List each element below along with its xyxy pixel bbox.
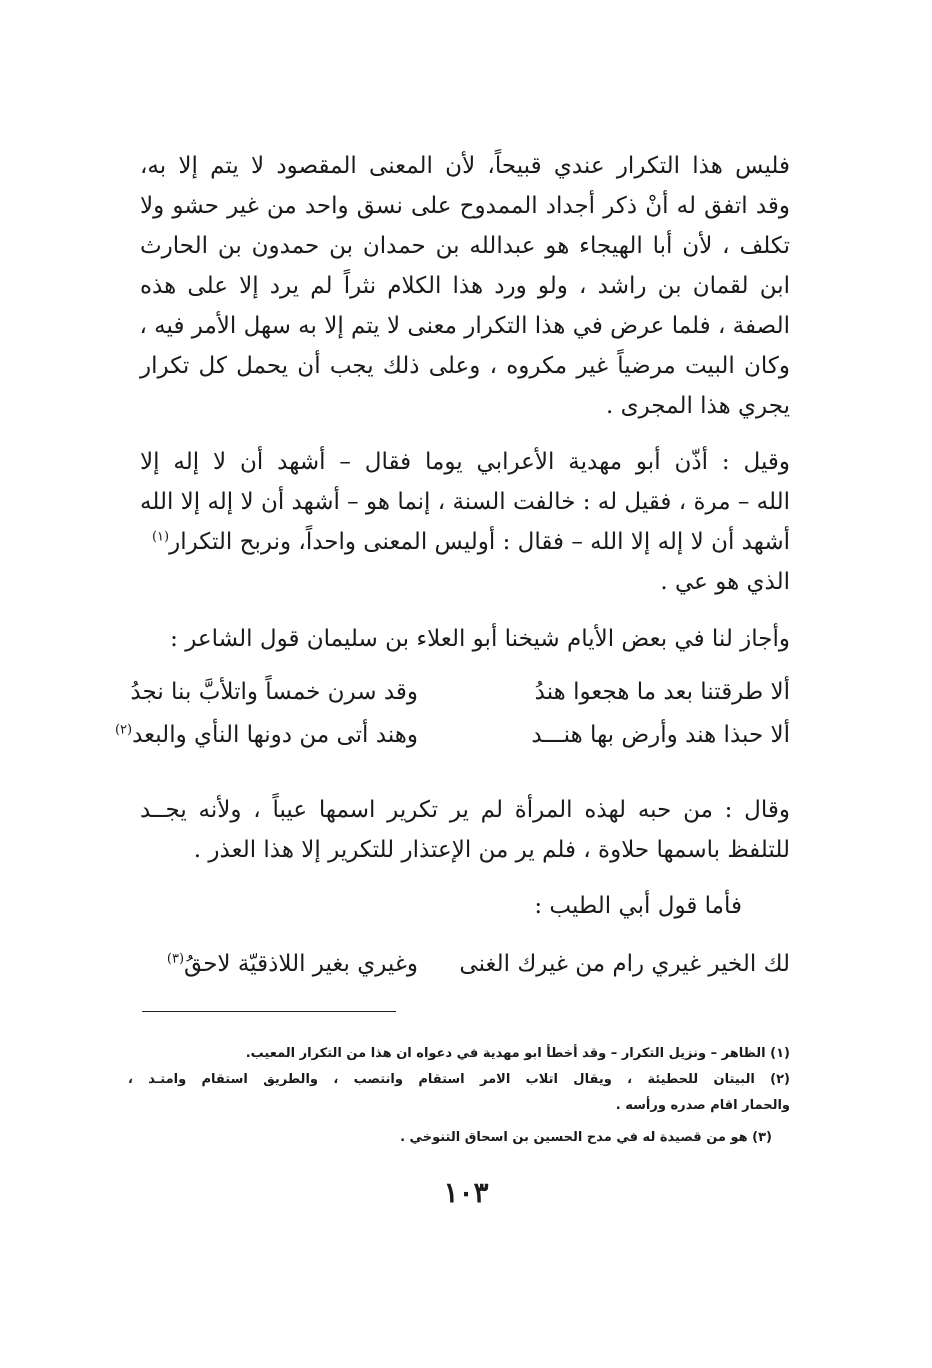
text-line: وقد اتفق له أنْ ذكر أجداد الممدوح على نسق واحد من غير حشو ولا (140, 193, 790, 219)
verse-first-hemistich: ألا حبذا هند وأرض بها هنـــد (531, 722, 790, 748)
footnote: (٢) البيتان للحطيئة ، ويقال اتلاب الامر استقام وانتصب ، والطريق استقام وامتـد ، (128, 1072, 790, 1087)
page-number: ١٠٣ (443, 1176, 489, 1209)
verse-second-hemistich: وقد سرن خمساً واتلأبَّ بنا نجدُ (130, 679, 418, 705)
verse-line (140, 944, 790, 984)
hemistich-text: وغيري بغير اللاذقيّة لاحقُ (184, 951, 418, 977)
text-line: للتلفظ باسمها حلاوة ، فلم ير من الإعتذار للتكرير إلا هذا العذر . (193, 837, 790, 863)
text-line: وقيل : أذّن أبو مهدية الأعرابي يوما فقال – أشهد أن لا إله إلا (140, 449, 790, 475)
text-line: وكان البيت مرضياً غير مكروه ، وعلى ذلك يجب أن يحمل كل تكرار (140, 353, 790, 379)
paragraph-5: فأما قول أبي الطيب : (534, 893, 742, 919)
text-line: فليس هذا التكرار عندي قبيحاً، لأن المعنى المقصود لا يتم إلا به، (140, 153, 790, 179)
line-text: أشهد أن لا إله إلا الله – فقال : أوليس المعنى واحداً، ونربح التكرار (169, 529, 790, 555)
footnote-ref: (٢) (114, 722, 133, 738)
text-line: تكلف ، لأن أبا الهيجاء هو عبدالله بن حمدان بن حمدون بن الحارث (140, 233, 790, 259)
text-line: ابن لقمان بن راشد ، ولو ورد هذا الكلام نثراً لم يرد إلا على هذه (140, 273, 790, 299)
footnote: والحمار اقام صدره ورأسه . (615, 1098, 790, 1113)
verse-line (130, 672, 790, 712)
footnote: (٣) هو من قصيدة له في مدح الحسين بن اسحاق التنوخي . (400, 1130, 772, 1145)
verse-second-hemistich (167, 944, 418, 984)
footnote: (١) الظاهر – ونزيل التكرار – وقد أخطأ ابو مهدية في دعواه ان هذا من التكرار المعيب. (245, 1046, 790, 1061)
text-line: الصفة ، فلما عرض في هذا التكرار معنى لا يتم إلا به سهل الأمر فيه ، (139, 313, 790, 339)
footnote-divider (142, 1011, 396, 1012)
text-line: وقال : من حبه لهذه المرأة لم ير تكرير اسمها عيباً ، ولأنه يجــد (140, 797, 790, 823)
verse-first-hemistich: لك الخير غيري رام من غيرك الغنى (459, 951, 790, 977)
paragraph-3: وأجاز لنا في بعض الأيام شيخنا أبو العلاء بن سليمان قول الشاعر : (170, 626, 790, 652)
verse-line (114, 715, 790, 755)
text-line: الذي هو عي . (660, 569, 790, 595)
verse-second-hemistich (115, 715, 418, 755)
text-line: الله – مرة ، فقيل له : خالفت السنة ، إنما هو – أشهد أن لا إله إلا الله (140, 489, 790, 515)
verse-first-hemistich: ألا طرقتنا بعد ما هجعوا هندُ (534, 679, 790, 705)
text-line (140, 522, 790, 562)
hemistich-text: وهند أتى من دونها النأي والبعد (132, 722, 418, 748)
footnote-ref: (١) (151, 529, 170, 545)
footnote-ref: (٣) (166, 951, 185, 967)
text-line: يجري هذا المجرى . (605, 393, 790, 419)
